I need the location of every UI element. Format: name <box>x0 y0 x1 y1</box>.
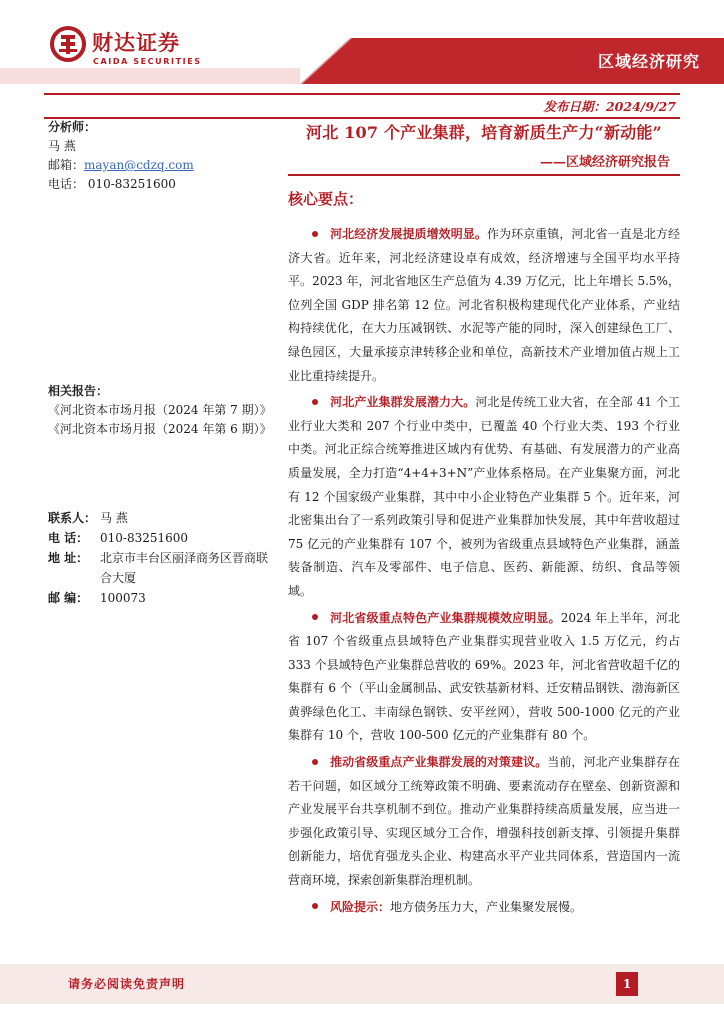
key-point-lead: 风险提示： <box>330 899 391 914</box>
key-point-lead: 河北产业集群发展潜力大。 <box>330 395 476 410</box>
page-footer <box>0 964 724 1004</box>
key-point-body: 作为环京重镇，河北省一直是北方经济大省。近年来，河北经济建设卓有成效，经济增速与全国平均水平持平。2023 年，河北省地区生产总值为 4.39 万亿元，比上年增长 5.5%，位列全国 GDP 排名第 12 位。河北省积极构建现代化产业体系，产业结构持续优化，在大力压减钢铁、水泥等产能的同时，深入创建绿色工厂、绿色园区，大量承接京津转移企业和单位，高新技术产业增加值占规上工业比重持续提升。 <box>288 227 680 383</box>
contact-person-key: 联系人： <box>48 511 97 525</box>
analyst-label: 分析师： <box>48 120 97 134</box>
title-divider <box>288 174 680 176</box>
contact-postcode-key: 邮 编： <box>48 591 89 605</box>
key-point-body: 当前，河北产业集群存在若干问题，如区域分工统筹政策不明确、要素流动存在壁垒、创新资源和产业发展平台共享机制不到位。推动产业集群持续高质量发展，应当进一步强化政策引导、实现区域分工合作，增强科技创新支撑、引领提升集群创新能力，培优育强龙头企业、构建高水平产业共同体系，营造国内一流营商环境，探索创新集群治理机制。 <box>288 755 680 888</box>
publish-date: 发布日期：2024/9/27 <box>543 99 676 114</box>
related-report-item[interactable]: 《河北资本市场月报（2024 年第 6 期）》 <box>48 422 272 436</box>
analyst-email-line <box>48 156 278 175</box>
publish-date-bar <box>44 93 680 119</box>
key-point-lead: 河北省级重点特色产业集群规模效应明显。 <box>330 610 561 625</box>
analyst-name: 马 燕 <box>48 139 76 153</box>
report-title: 河北 107 个产业集群，培育新质生产力“新动能” <box>306 123 662 142</box>
key-point-lead: 推动省级重点产业集群发展的对策建议。 <box>330 755 548 770</box>
key-point-item <box>288 896 680 920</box>
contact-postcode-value: 100073 <box>100 591 146 605</box>
key-point-lead: 河北经济发展提质增效明显。 <box>330 227 487 241</box>
key-point-item <box>288 223 680 388</box>
bullet-dot-icon <box>312 231 318 237</box>
contact-phone-value: 010-83251600 <box>100 531 189 545</box>
related-report-item[interactable]: 《河北资本市场月报（2024 年第 7 期）》 <box>48 403 272 417</box>
report-subtitle: ——区域经济研究报告 <box>539 155 670 170</box>
key-point-item <box>288 751 680 893</box>
related-reports-label: 相关报告： <box>48 384 109 398</box>
analyst-phone: 电话： 010-83251600 <box>48 177 176 191</box>
report-category: 区域经济研究 <box>597 52 700 71</box>
key-point-body: 2024 年上半年，河北省 107 个省级重点县域特色产业集群实现营业收入 1.5 万亿元，约占 333 个县域特色产业集群总营收的 69%。2023 年，河北省营收超千亿的集群有 6 个（平山金属制品、武安铁基新材料、迁安精品钢铁、渤海新区黄骅绿色化工、丰南绿色钢铁、安平丝网），营收 500-1000 亿元的产业集群有 10 个，营收 100-500 亿元的产业集群有 80 个。 <box>288 610 680 743</box>
key-point-body: 地方债务压力大，产业集聚发展慢。 <box>390 899 583 914</box>
disclaimer-notice[interactable]: 请务必阅读免责声明 <box>68 977 186 991</box>
bullet-dot-icon <box>312 614 318 620</box>
page-number: 1 <box>616 972 638 996</box>
bullet-dot-icon <box>312 759 318 765</box>
analyst-email-link[interactable]: mayan@cdzq.com <box>84 158 194 172</box>
section-heading: 核心要点： <box>288 190 364 208</box>
key-point-body: 河北是传统工业大省，在全部 41 个工业行业大类和 207 个行业中类中，已覆盖 40 个行业大类、193 个行业中类。河北正综合统筹推进区域内有优势、有基础、有发展潜力的产业高质量发展，全力打造“4+4+3+N”产业体系格局。在产业集聚方面，河北有 12 个国家级产业集群，其中中小企业特色产业集群 5 个。近年来，河北密集出台了一系列政策引导和促进产业集群加快发展，其中年营收超过 75 亿元的产业集群有 107 个，被列为省级重点县域特色产业集群，涵盖装备制造、汽车及零部件、电子信息、医药、新能源、纺织、食品等领域。 <box>288 395 680 598</box>
bullet-dot-icon <box>312 399 318 405</box>
contact-phone-row <box>48 528 278 548</box>
brand-name-cn: 财达证券 <box>92 31 180 55</box>
contact-postcode-row <box>48 588 278 608</box>
contact-person-value: 马 燕 <box>100 511 128 525</box>
related-reports-block <box>48 382 278 439</box>
contact-phone-key: 电 话： <box>48 531 89 545</box>
analyst-block <box>48 118 278 194</box>
page-header <box>0 0 724 88</box>
main-content <box>288 118 680 922</box>
email-label: 邮箱： <box>48 158 85 172</box>
contact-address-key: 地 址： <box>48 551 89 565</box>
contact-block <box>48 508 278 608</box>
brand-name-en: CAIDA SECURITIES <box>93 57 202 66</box>
key-point-item <box>288 391 680 603</box>
bullet-dot-icon <box>312 903 318 909</box>
key-point-item <box>288 607 680 749</box>
contact-address-row <box>48 548 278 588</box>
contact-address-value: 北京市丰台区丽泽商务区晋商联合大厦 <box>100 551 269 585</box>
key-points-list <box>288 223 680 919</box>
contact-person-row <box>48 508 278 528</box>
